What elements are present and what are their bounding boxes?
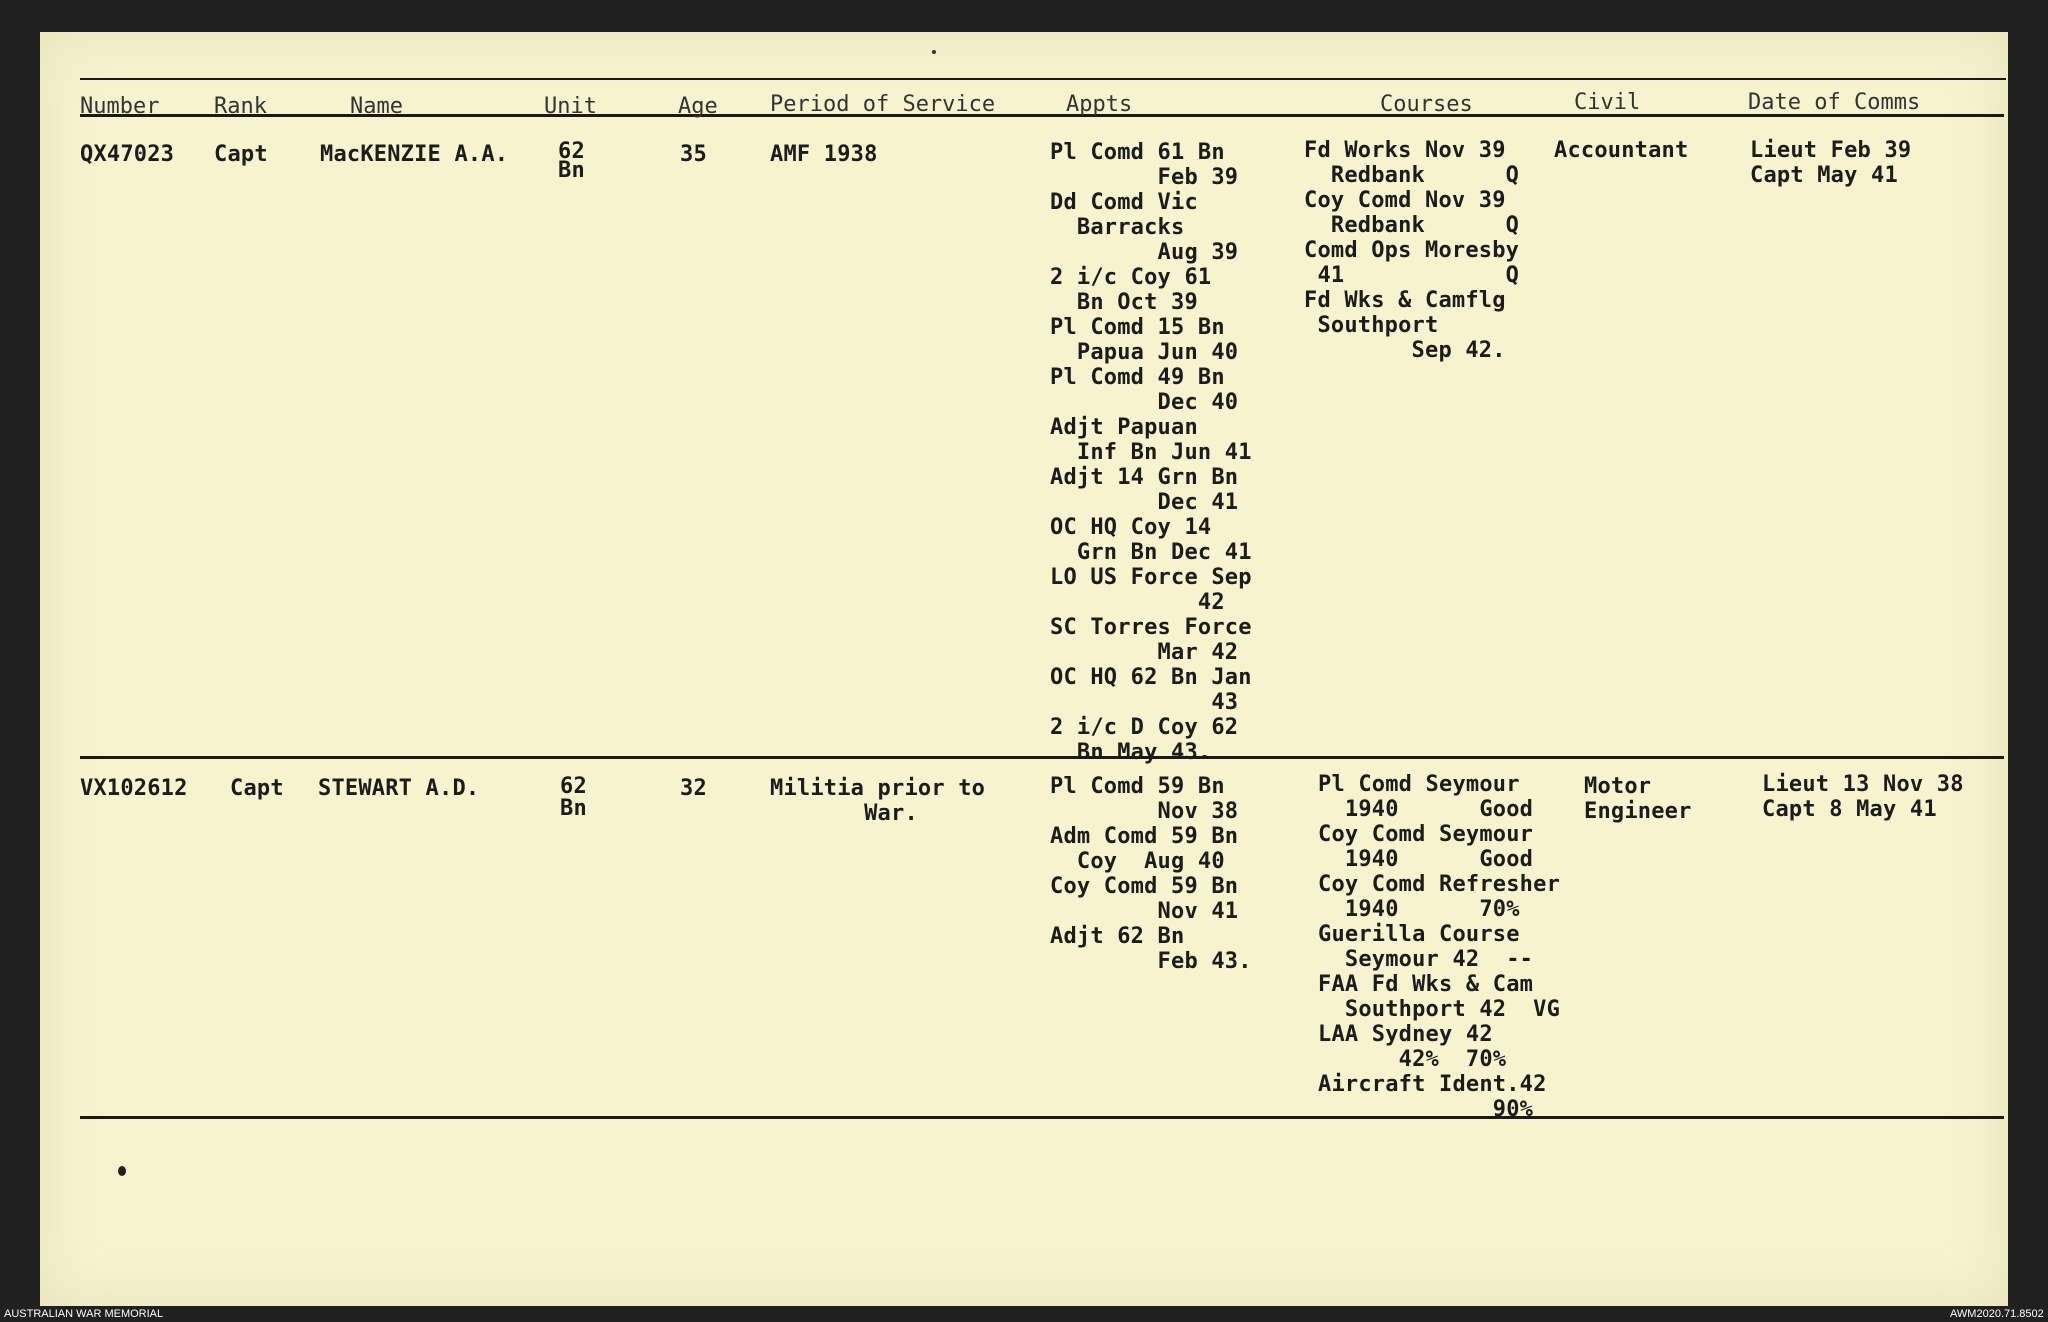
- document-page: [40, 32, 2008, 1306]
- record-1-age: 35: [680, 142, 707, 167]
- record-2-rank: Capt: [230, 776, 284, 801]
- record-1-name: MacKENZIE A.A.: [320, 142, 509, 167]
- record-2-courses: Pl Comd Seymour 1940 Good Coy Comd Seymour 1940 Good Coy Comd Refresher 1940 70% Guerilla Course Seymour 42 -- FAA Fd Wks & Cam Southport 42 VG LAA Sydney 42 42% 70% Aircraft Ident.42 90%: [1318, 772, 1561, 1122]
- header-name: Name: [350, 94, 403, 119]
- record-2-appts: Pl Comd 59 Bn Nov 38 Adm Comd 59 Bn Coy Aug 40 Coy Comd 59 Bn Nov 41 Adjt 62 Bn Feb 43.: [1050, 774, 1252, 974]
- header-courses: Courses: [1380, 92, 1473, 117]
- record-1-appts: Pl Comd 61 Bn Feb 39 Dd Comd Vic Barracks Aug 39 2 i/c Coy 61 Bn Oct 39 Pl Comd 15 Bn Papua Jun 40 Pl Comd 49 Bn Dec 40 Adjt Papuan Inf Bn Jun 41 Adjt 14 Grn Bn Dec 41 OC HQ Coy 14 Grn Bn Dec 41 LO US Force Sep 42 SC Torres Force Mar 42 OC HQ 62 Bn Jan 43 2 i/c D Coy 62 Bn May 43.: [1050, 140, 1252, 765]
- record-2-age: 32: [680, 776, 707, 801]
- record-1-civil: Accountant: [1554, 138, 1689, 163]
- record-1-date-comms: Lieut Feb 39 Capt May 41: [1750, 138, 1912, 188]
- header-unit: Unit: [544, 94, 597, 119]
- header-age: Age: [678, 94, 718, 119]
- header-number: Number: [80, 94, 160, 119]
- footer-archive-name: AUSTRALIAN WAR MEMORIAL: [4, 1308, 164, 1320]
- header-appts: Appts: [1066, 92, 1133, 117]
- header-period: Period of Service: [770, 92, 996, 117]
- row-separator-rule: [80, 756, 2004, 759]
- record-2-number: VX102612: [80, 776, 188, 801]
- record-2-unit: 62 Bn: [560, 774, 587, 821]
- record-1-period: AMF 1938: [770, 142, 878, 167]
- footer-accession-number: AWM2020.71.8502: [1950, 1308, 2044, 1320]
- record-2-period: Militia prior to War.: [770, 776, 986, 826]
- record-2-civil: Motor Engineer: [1584, 774, 1692, 824]
- bottom-rule: [80, 1116, 2004, 1119]
- ink-dot-mark: [932, 50, 936, 54]
- record-1-unit: 62 Bn: [558, 139, 585, 183]
- header-date-comms: Date of Comms: [1748, 90, 1921, 115]
- top-rule: [80, 78, 2006, 80]
- record-2-date-comms: Lieut 13 Nov 38 Capt 8 May 41: [1762, 772, 1964, 822]
- record-1-rank: Capt: [214, 142, 268, 167]
- record-2-name: STEWART A.D.: [318, 776, 480, 801]
- ink-dot-mark: [118, 1166, 126, 1176]
- record-1-courses: Fd Works Nov 39 Redbank Q Coy Comd Nov 39 Redbank Q Comd Ops Moresby 41 Q Fd Wks & Camflg Southport Sep 42.: [1304, 138, 1520, 363]
- header-civil: Civil: [1574, 90, 1641, 115]
- record-1-number: QX47023: [80, 142, 175, 167]
- header-rank: Rank: [214, 94, 267, 119]
